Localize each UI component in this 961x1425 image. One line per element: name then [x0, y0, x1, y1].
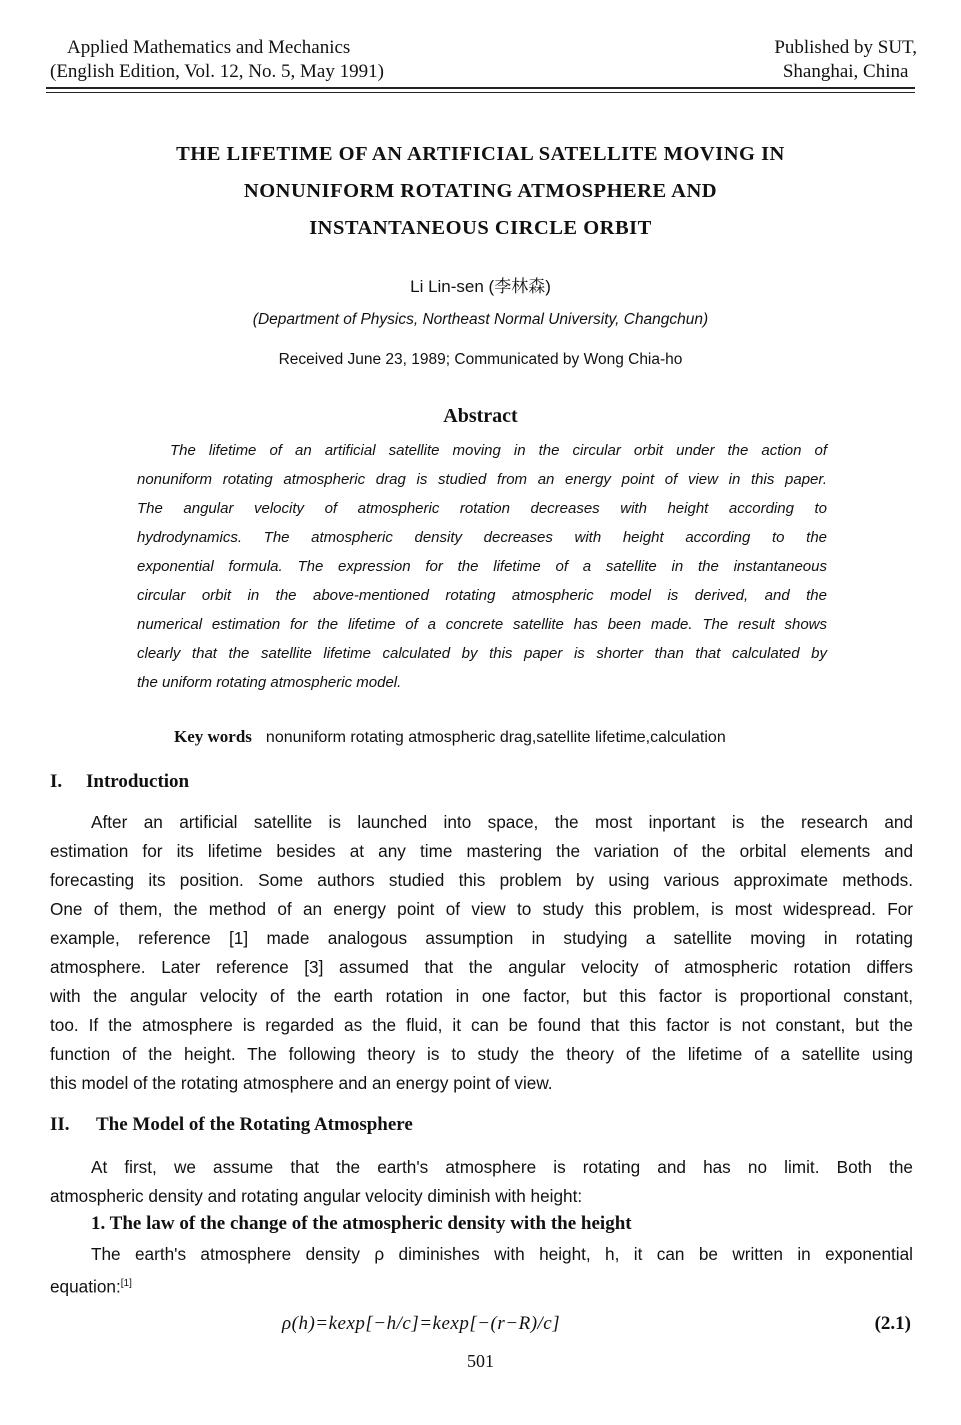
reference-citation: [1]	[120, 1278, 132, 1289]
section-2-number: II.	[50, 1114, 70, 1135]
abstract-body	[137, 436, 827, 697]
body-line: At first, we assume that the earth's atmosphere is rotating and has no limit. Both the	[91, 1157, 913, 1177]
title-line-3: INSTANTANEOUS CIRCLE ORBIT	[309, 217, 652, 239]
body-line: forecasting its position. Some authors studied this problem by using various approximate methods.	[50, 870, 913, 890]
body-line: The earth's atmosphere density ρ diminishes with height, h, it can be written in exponential	[91, 1244, 913, 1264]
header-rule-thin	[46, 92, 915, 93]
journal-edition: (English Edition, Vol. 12, No. 5, May 1991)	[50, 61, 384, 82]
title-line-1: THE LIFETIME OF AN ARTIFICIAL SATELLITE MOVING IN	[176, 143, 785, 165]
abstract-heading: Abstract	[443, 405, 518, 427]
author-name: Li Lin-sen (李林森)	[410, 277, 551, 296]
abstract-line: nonuniform rotating atmospheric drag is studied from an energy point of view in this paper.	[137, 471, 827, 488]
author-affiliation: (Department of Physics, Northeast Normal University, Changchun)	[252, 311, 709, 328]
journal-name: Applied Mathematics and Mechanics	[67, 37, 351, 58]
body-line: this model of the rotating atmosphere and an energy point of view.	[50, 1073, 553, 1093]
abstract-line: circular orbit in the above-mentioned rotating atmospheric model is derived, and the	[137, 587, 827, 604]
title-line-2: NONUNIFORM ROTATING ATMOSPHERE AND	[243, 180, 718, 202]
keywords-text: nonuniform rotating atmospheric drag,satellite lifetime,calculation	[265, 729, 726, 746]
page-number: 501	[467, 1351, 494, 1371]
body-line	[50, 1269, 913, 1302]
abstract-line: numerical estimation for the lifetime of a concrete satellite has been made. The result shows	[137, 616, 827, 633]
abstract-line: The lifetime of an artificial satellite moving in the circular orbit under the action of	[170, 442, 827, 459]
header-rule-thick	[46, 87, 915, 89]
equation-number: (2.1)	[874, 1313, 911, 1334]
abstract-line: the uniform rotating atmospheric model.	[137, 674, 402, 691]
body-line: estimation for its lifetime besides at any time mastering the variation of the orbital elements and	[50, 841, 913, 861]
paper-title	[60, 136, 901, 247]
subsection-body	[50, 1240, 913, 1302]
journal-header-left	[50, 36, 384, 84]
section-1-title: Introduction	[86, 771, 190, 792]
section-2-body	[50, 1153, 913, 1211]
body-line: function of the height. The following theory is to study the theory of the lifetime of a satellite using	[50, 1044, 913, 1064]
section-2-title: The Model of the Rotating Atmosphere	[96, 1114, 413, 1135]
body-line: with the angular velocity of the earth rotation in one factor, but this factor is proportional constant,	[50, 986, 913, 1006]
abstract-line: clearly that the satellite lifetime calculated by this paper is shorter than that calculated by	[137, 645, 827, 662]
keywords	[174, 727, 726, 747]
equation-intro: equation:	[50, 1276, 121, 1297]
section-2-heading	[50, 1114, 413, 1136]
journal-header-right	[774, 36, 917, 84]
body-line: example, reference [1] made analogous assumption in studying a satellite moving in rotating	[50, 928, 913, 948]
section-1-number: I.	[50, 771, 63, 792]
abstract-line: exponential formula. The expression for the lifetime of a satellite in the instantaneous	[137, 558, 827, 575]
publisher-name: Published by SUT,	[774, 37, 917, 58]
body-line: atmosphere. Later reference [3] assumed that the angular velocity of atmospheric rotation differs	[50, 957, 913, 977]
body-line: too. If the atmosphere is regarded as the fluid, it can be found that this factor is not constant, but the	[50, 1015, 913, 1035]
body-line: After an artificial satellite is launched into space, the most inportant is the research and	[91, 812, 913, 832]
equation-2-1: ρ(h)=kexp[−h/c]=kexp[−(r−R)/c]	[282, 1313, 561, 1334]
section-1-heading	[50, 771, 189, 793]
abstract-line: hydrodynamics. The atmospheric density decreases with height according to the	[137, 529, 827, 546]
subsection-heading: 1. The law of the change of the atmospheric density with the height	[91, 1213, 632, 1234]
abstract-line: The angular velocity of atmospheric rotation decreases with height according to	[137, 500, 827, 517]
body-line: atmospheric density and rotating angular velocity diminish with height:	[50, 1186, 583, 1206]
section-1-body	[50, 808, 913, 1098]
keywords-label: Key words	[174, 727, 252, 746]
received-date: Received June 23, 1989; Communicated by Wong Chia-ho	[278, 351, 683, 368]
publisher-location: Shanghai, China	[782, 61, 909, 82]
body-line: One of them, the method of an energy point of view to study this problem, is most widespread. For	[50, 899, 913, 919]
